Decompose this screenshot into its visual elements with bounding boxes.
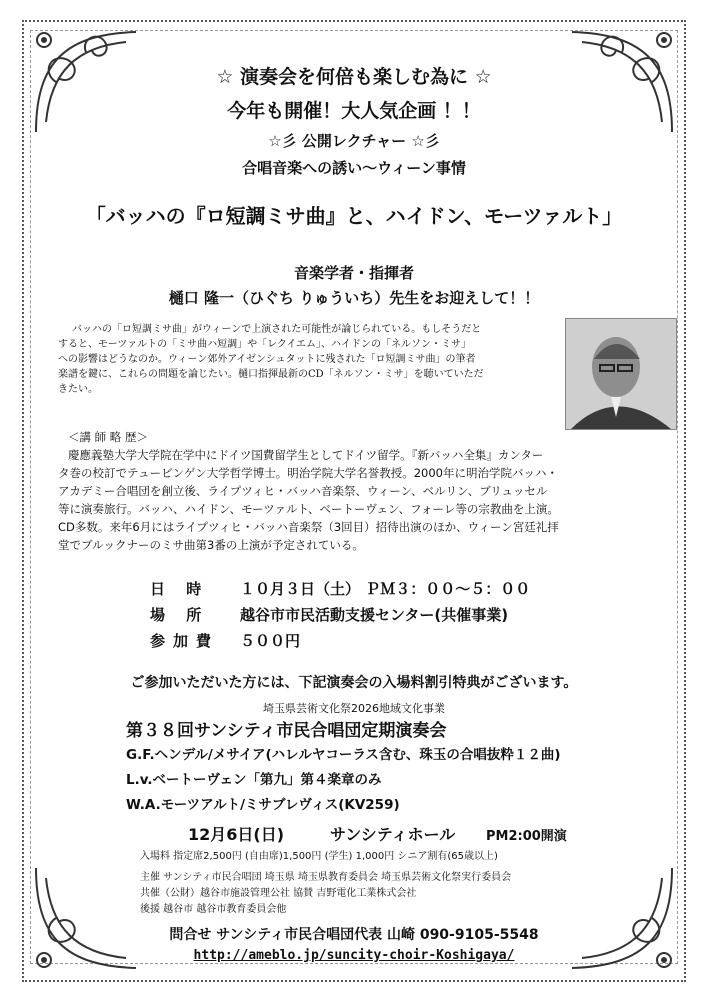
biography-line: アカデミー合唱団を創立後、ライプツィヒ・バッハ音楽祭、ウィーン、ベルリン、ブリュッセル (58, 484, 548, 498)
concert-date: 12月6日(日) (188, 825, 285, 844)
event-place-value: 越谷市市民活動支援センター(共催事業) (240, 606, 509, 624)
header-line-1: ☆ 演奏会を何倍も楽しむ為に ☆ (216, 66, 492, 88)
event-date-value: １０月３日（土） ＰＭ３：００～５：００ (240, 580, 531, 598)
description-line: 楽譜を鍵に、これらの問題を論じたい。樋口指揮最新のCD「ネルソン・ミサ」を聴いていただ (58, 369, 484, 380)
biography-line: CD多数。来年6月にはライプツィヒ・バッハ音楽祭（3回目）招待出演のほか、ウィーン宮廷礼拝 (58, 520, 559, 534)
event-fee-value: ５００円 (240, 632, 301, 650)
lecturer-photo (565, 318, 677, 430)
program-item: L.v.ベートーヴェン「第九」第４楽章のみ (126, 772, 382, 788)
contact-url-link[interactable]: http://ameblo.jp/suncity-choir-Koshigaya/ (193, 948, 515, 963)
biography-line: タ巻の校訂でテュービンゲン大学哲学博士。明治学院大学名誉教授。2000年に明治学院バッハ・ (58, 466, 558, 480)
biography-line: 等に演奏旅行。バッハ、ハイドン、モーツァルト、ベートーヴェン、フォーレ等の宗教曲を上演。 (58, 502, 559, 516)
description-line: バッハの「ロ短調ミサ曲」がウィーンで上演された可能性が論じられている。もしそうだと (72, 324, 482, 335)
concert-hall: サンシティホール (330, 825, 456, 844)
biography-line: 慶應義塾大学大学院在学中にドイツ国費留学生としてドイツ留学。『新バッハ全集』カンター (68, 448, 544, 462)
concert-start: PM2:00開演 (486, 829, 567, 844)
event-place-row (150, 604, 508, 625)
description-line: すると、モーツァルトの「ミサ曲ハ短調」や「レクイエム」、ハイドンの「ネルソン・ミサ」 (58, 339, 471, 350)
description-line: きたい。 (58, 384, 98, 395)
ticket-prices: 入場料 指定席2,500円 (自由席)1,500円 (学生) 1,000円 シニア割有(65歳以上) (140, 851, 498, 862)
lecture-label: ☆彡 公開レクチャー ☆彡 (268, 132, 440, 150)
header-line-2: 今年も開催！大人気企画 ！！ (227, 100, 481, 122)
event-fee-row (150, 630, 300, 651)
event-place-label: 場 所 (150, 606, 210, 624)
organizer-line: 共催（公財）越谷市施設管理公社 協賛 吉野電化工業株式会社 (140, 888, 417, 899)
main-title: 「バッハの『ロ短調ミサ曲』と、ハイドン、モーツァルト」 (85, 204, 623, 228)
concert-title: 第３８回サンシティ市民合唱団定期演奏会 (126, 721, 447, 741)
event-date-label: 日 時 (150, 580, 210, 598)
benefit-notice: ご参加いただいた方には、下記演奏会の入場料割引特典がございます。 (130, 675, 578, 691)
program-item: G.F.ヘンデル/メサイア(ハレルヤコーラス含む、珠玉の合唱抜粋１２曲) (126, 747, 561, 763)
program-item: W.A.モーツアルト/ミサブレヴィス(KV259) (126, 797, 400, 813)
event-fee-label: 参加費 (150, 632, 220, 650)
lecturer-role: 音楽学者・指揮者 (293, 264, 414, 282)
concert-festival: 埼玉県芸術文化祭2026地域文化事業 (263, 702, 445, 715)
contact-line: 問合せ サンシティ市民合唱団代表 山崎 090-9105-5548 (169, 927, 539, 943)
biography-heading: ＜講 師 略 歴＞ (68, 430, 148, 444)
organizer-line: 後援 越谷市 越谷市教育委員会他 (140, 904, 287, 915)
lecturer-intro: 樋口 隆一（ひぐち りゅういち）先生をお迎えして！！ (168, 289, 540, 307)
event-date-row (150, 578, 530, 599)
organizer-line: 主催 サンシティ市民合唱団 埼玉県 埼玉県教育委員会 埼玉県芸術文化祭実行委員会 (140, 872, 512, 883)
lecture-subtitle: 合唱音楽への誘い～ウィーン事情 (242, 159, 466, 177)
description-line: への影響はどうなのか。ウィーン郊外アイゼンシュタットに残された「ロ短調ミサ曲」の筆者 (58, 354, 476, 365)
biography-line: 堂でブルックナーのミサ曲第3番の上演が予定されている。 (58, 538, 364, 552)
